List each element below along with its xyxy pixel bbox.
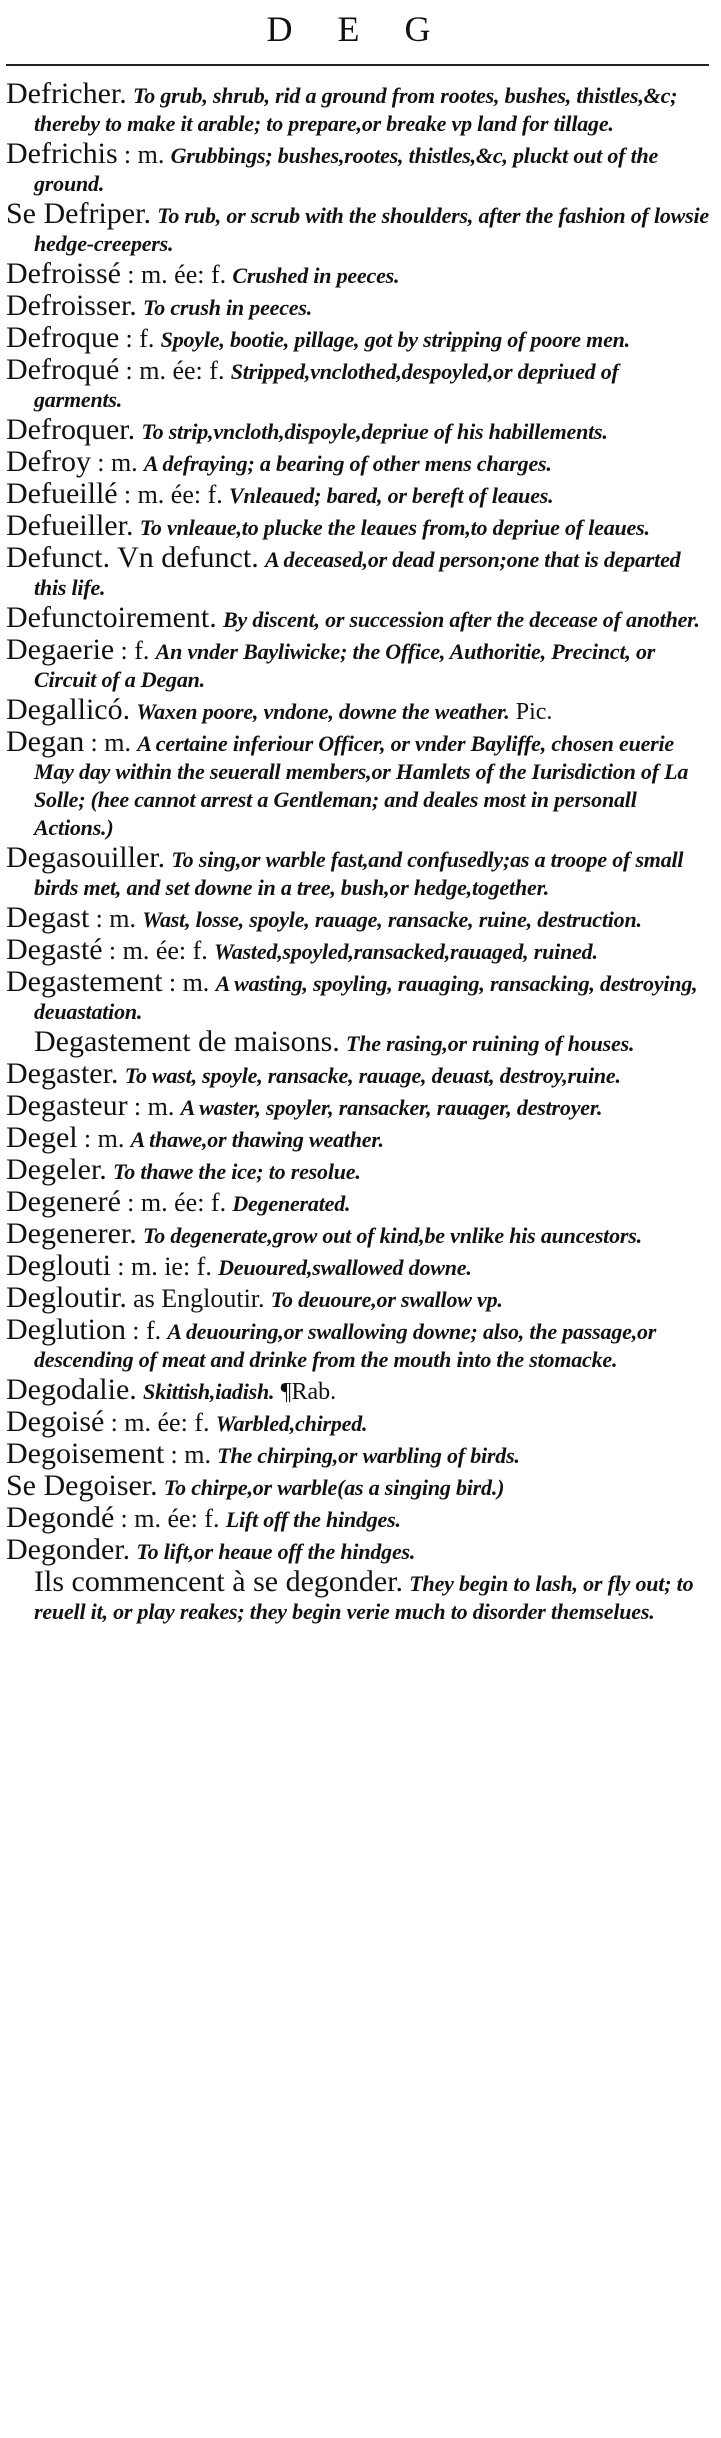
entry-definition: Degenerated. bbox=[232, 1191, 351, 1216]
entry-headword: Defrichis bbox=[6, 137, 118, 170]
entry-grammar: as Engloutir. bbox=[133, 1284, 265, 1313]
entry-grammar: : m. bbox=[133, 1092, 175, 1121]
entry-headword: Degan bbox=[6, 725, 85, 758]
entry-definition: Wast, losse, spoyle, rauage, ransacke, ruine, destruction. bbox=[142, 907, 642, 932]
entry-headword: Degastement bbox=[6, 965, 163, 998]
dictionary-entry bbox=[6, 289, 709, 322]
dictionary-entry bbox=[6, 1217, 709, 1250]
entry-definition: A deuouring,or swallowing downe; also, the passage,or descending of meat and drinke from the mouth into the stomacke. bbox=[34, 1319, 657, 1372]
page-header: D E G bbox=[266, 9, 449, 49]
entry-headword: Defunctoirement. bbox=[6, 601, 217, 634]
entry-definition: Grubbings; bushes,rootes, thistles,&c, pluckt out of the ground. bbox=[34, 143, 659, 196]
entry-grammar: : m. ée: f. bbox=[110, 1408, 210, 1437]
entry-headword: Deglution bbox=[6, 1313, 126, 1346]
entry-source-tag: Pic. bbox=[515, 699, 553, 725]
entry-headword: Degaster. bbox=[6, 1057, 119, 1090]
entry-grammar: : m. bbox=[83, 1124, 125, 1153]
entry-headword: Se Defriper. bbox=[6, 197, 151, 230]
entry-definition: To thawe the ice; to resolue. bbox=[113, 1159, 361, 1184]
entry-headword: Degondé bbox=[6, 1501, 115, 1534]
entry-grammar: : f. bbox=[120, 636, 150, 665]
entry-definition: To chirpe,or warble(as a singing bird.) bbox=[163, 1475, 505, 1500]
entry-definition: Skittish,iadish. bbox=[143, 1379, 275, 1404]
dictionary-entry bbox=[6, 1533, 709, 1566]
entry-definition: To strip,vncloth,dispoyle,depriue of his habillements. bbox=[141, 419, 608, 444]
dictionary-entry bbox=[6, 933, 709, 966]
dictionary-entry bbox=[6, 1025, 709, 1058]
entry-definition: Stripped,vnclothed,despoyled,or depriued of garments. bbox=[34, 359, 619, 412]
dictionary-entry bbox=[6, 633, 709, 694]
entry-headword: Deglouti bbox=[6, 1249, 111, 1282]
dictionary-entry bbox=[6, 1057, 709, 1090]
entry-headword: Defunct. Vn defunct. bbox=[6, 541, 259, 574]
entry-grammar: : f. bbox=[125, 324, 155, 353]
dictionary-entry bbox=[6, 413, 709, 446]
entry-definition: Spoyle, bootie, pillage, got by stripping of poore men. bbox=[160, 327, 630, 352]
entry-grammar: : m. ée: f. bbox=[125, 356, 225, 385]
entry-headword: Degloutir. bbox=[6, 1281, 127, 1314]
entry-grammar: : f. bbox=[132, 1316, 162, 1345]
entry-headword: Degasté bbox=[6, 933, 103, 966]
dictionary-entry bbox=[6, 541, 709, 602]
entry-headword: Defroqué bbox=[6, 353, 120, 386]
entry-grammar: : m. ée: f. bbox=[108, 936, 208, 965]
entry-definition: To rub, or scrub with the shoulders, after the fashion of lowsie hedge-creepers. bbox=[34, 203, 709, 256]
dictionary-entry bbox=[6, 137, 709, 198]
dictionary-entry bbox=[6, 257, 709, 290]
entry-definition: To degenerate,grow out of kind,be vnlike his auncestors. bbox=[143, 1223, 642, 1248]
dictionary-entry bbox=[6, 477, 709, 510]
dictionary-entry bbox=[6, 1153, 709, 1186]
entry-headword: Degeneré bbox=[6, 1185, 121, 1218]
entry-headword: Defroy bbox=[6, 445, 91, 478]
entry-definition: Vnleaued; bared, or bereft of leaues. bbox=[229, 483, 554, 508]
entry-headword: Defroissé bbox=[6, 257, 121, 290]
dictionary-entry bbox=[6, 1249, 709, 1282]
dictionary-entry bbox=[6, 1501, 709, 1534]
entry-definition: To sing,or warble fast,and confusedly;as a troope of small birds met, and set downe in a tree, bush,or hedge,together. bbox=[34, 847, 684, 900]
entry-headword: Degoisement bbox=[6, 1437, 165, 1470]
entry-definition: To vnleaue,to plucke the leaues from,to depriue of leaues. bbox=[139, 515, 650, 540]
entry-list bbox=[6, 77, 709, 1626]
entry-definition: To crush in peeces. bbox=[143, 295, 312, 320]
entry-grammar: : m. ée: f. bbox=[120, 1504, 220, 1533]
entry-definition: Warbled,chirped. bbox=[215, 1411, 368, 1436]
entry-definition: Crushed in peeces. bbox=[232, 263, 400, 288]
entry-headword: Degallicó. bbox=[6, 693, 131, 726]
entry-headword: Defroisser. bbox=[6, 289, 137, 322]
entry-definition: A wasting, spoyling, rauaging, ransacking, destroying, deuastation. bbox=[34, 971, 698, 1024]
dictionary-entry bbox=[6, 445, 709, 478]
dictionary-entry bbox=[6, 841, 709, 902]
entry-grammar: : m. bbox=[168, 968, 210, 997]
entry-headword: Degeler. bbox=[6, 1153, 107, 1186]
entry-grammar: : m. ie: f. bbox=[117, 1252, 212, 1281]
entry-definition: By discent, or succession after the decease of another. bbox=[223, 607, 700, 632]
entry-definition: They begin to lash, or fly out; to reuell it, or play reakes; they begin verie much to disorder themselues. bbox=[34, 1571, 694, 1624]
entry-grammar: : m. bbox=[90, 728, 131, 757]
entry-definition: To grub, shrub, rid a ground from rootes, bushes, thistles,&c; thereby to make it arable; to prepare,or breake vp land for tillage. bbox=[34, 83, 678, 136]
entry-definition: Lift off the hindges. bbox=[225, 1507, 401, 1532]
entry-definition: Deuoured,swallowed downe. bbox=[218, 1255, 472, 1280]
entry-definition: A deceased,or dead person;one that is departed this life. bbox=[34, 547, 681, 600]
dictionary-entry bbox=[6, 1089, 709, 1122]
dictionary-entry bbox=[6, 77, 709, 138]
entry-headword: Degoisé bbox=[6, 1405, 105, 1438]
entry-headword: Defroquer. bbox=[6, 413, 136, 446]
dictionary-entry bbox=[6, 1281, 709, 1314]
entry-headword: Defueillé bbox=[6, 477, 118, 510]
dictionary-entry bbox=[6, 1437, 709, 1470]
entry-headword: Degast bbox=[6, 901, 90, 934]
entry-headword: Degodalie. bbox=[6, 1373, 137, 1406]
dictionary-entry bbox=[6, 509, 709, 542]
entry-source-tag: ¶Rab. bbox=[280, 1379, 337, 1405]
entry-definition: A certaine inferiour Officer, or vnder Bayliffe, chosen euerie May day within the seuerall members,or Hamlets of the Iurisdiction of La Solle; (hee cannot arrest a Gentleman; and deales most in personall Actions.) bbox=[34, 731, 689, 840]
entry-headword: Defricher. bbox=[6, 77, 127, 110]
entry-grammar: : m. ée: f. bbox=[123, 480, 223, 509]
dictionary-entry bbox=[6, 725, 709, 842]
entry-headword: Degaerie bbox=[6, 633, 115, 666]
entry-definition: To lift,or heaue off the hindges. bbox=[136, 1539, 416, 1564]
entry-headword: Degasouiller. bbox=[6, 841, 166, 874]
entry-definition: A thawe,or thawing weather. bbox=[130, 1127, 384, 1152]
entry-definition: To deuoure,or swallow vp. bbox=[270, 1287, 503, 1312]
entry-definition: A defraying; a bearing of other mens charges. bbox=[143, 451, 552, 476]
dictionary-entry bbox=[6, 693, 709, 726]
entry-headword: Degel bbox=[6, 1121, 78, 1154]
entry-definition: Waxen poore, vndone, downe the weather. bbox=[136, 699, 510, 724]
entry-headword: Defueiller. bbox=[6, 509, 134, 542]
dictionary-entry bbox=[6, 353, 709, 414]
entry-headword: Degonder. bbox=[6, 1533, 131, 1566]
entry-definition: Wasted,spoyled,ransacked,rauaged, ruined. bbox=[214, 939, 598, 964]
entry-grammar: : m. bbox=[170, 1440, 211, 1469]
entry-headword: Se Degoiser. bbox=[6, 1469, 158, 1502]
entry-headword: Degasteur bbox=[6, 1089, 128, 1122]
dictionary-entry bbox=[6, 601, 709, 634]
entry-grammar: : m. bbox=[123, 140, 165, 169]
dictionary-entry bbox=[6, 1185, 709, 1218]
entry-headword: Defroque bbox=[6, 321, 120, 354]
dictionary-entry bbox=[6, 1405, 709, 1438]
entry-grammar: : m. ée: f. bbox=[127, 260, 227, 289]
dictionary-entry bbox=[6, 1373, 709, 1406]
dictionary-entry bbox=[6, 197, 709, 258]
dictionary-entry bbox=[6, 321, 709, 354]
entry-headword: Ils commencent à se degonder. bbox=[34, 1565, 404, 1598]
dictionary-entry bbox=[6, 965, 709, 1026]
header-rule bbox=[6, 64, 709, 66]
dictionary-entry bbox=[6, 1469, 709, 1502]
entry-definition: An vnder Bayliwicke; the Office, Authoritie, Precinct, or Circuit of a Degan. bbox=[34, 639, 656, 692]
dictionary-entry bbox=[6, 901, 709, 934]
dictionary-entry bbox=[6, 1565, 709, 1626]
entry-definition: The rasing,or ruining of houses. bbox=[346, 1031, 635, 1056]
dictionary-entry bbox=[6, 1313, 709, 1374]
entry-definition: To wast, spoyle, ransacke, rauage, deuast, destroy,ruine. bbox=[124, 1063, 621, 1088]
dictionary-entry bbox=[6, 1121, 709, 1154]
entry-grammar: : m. ée: f. bbox=[127, 1188, 227, 1217]
entry-headword: Degastement de maisons. bbox=[34, 1025, 340, 1058]
entry-definition: A waster, spoyler, ransacker, rauager, destroyer. bbox=[180, 1095, 603, 1120]
entry-headword: Degenerer. bbox=[6, 1217, 137, 1250]
entry-grammar: : m. bbox=[97, 448, 138, 477]
entry-definition: The chirping,or warbling of birds. bbox=[217, 1443, 520, 1468]
entry-grammar: : m. bbox=[95, 904, 137, 933]
